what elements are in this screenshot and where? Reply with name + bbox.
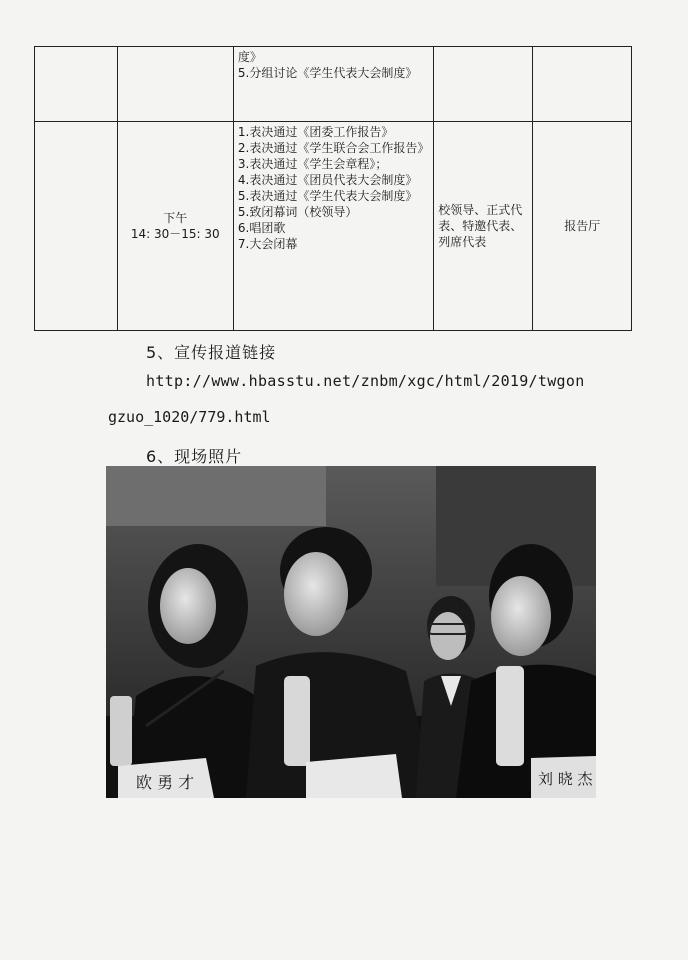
table-row bbox=[35, 122, 632, 331]
table-cell-venue bbox=[533, 47, 632, 122]
table-cell-time bbox=[117, 47, 233, 122]
table-cell-empty bbox=[35, 122, 118, 331]
table-cell-participants bbox=[434, 47, 533, 122]
nameplate-left: 欧 勇 才 bbox=[136, 773, 195, 792]
agenda-item: 3.表决通过《学生会章程》； bbox=[237, 157, 388, 171]
agenda-item: 5.表决通过《学生代表大会制度》 bbox=[237, 189, 418, 203]
agenda-item: 7.大会闭幕 bbox=[237, 237, 298, 251]
venue-text: 报告厅 bbox=[564, 219, 601, 233]
table-cell-participants bbox=[434, 122, 533, 331]
agenda-item: 4.表决通过《团员代表大会制度》 bbox=[237, 173, 418, 187]
event-photo bbox=[106, 466, 596, 798]
table-cell-agenda bbox=[233, 47, 433, 122]
time-range: 14: 30－15: 30 bbox=[130, 227, 220, 241]
nameplate-right: 刘 晓 杰 bbox=[538, 770, 593, 788]
participants-text: 校领导、正式代表、特邀代表、列席代表 bbox=[438, 203, 523, 249]
agenda-item: 2.表决通过《学生联合会工作报告》 bbox=[237, 141, 430, 155]
table-cell-time bbox=[117, 122, 233, 331]
agenda-item: 6.唱团歌 bbox=[237, 221, 286, 235]
agenda-item: 5.分组讨论《学生代表大会制度》 bbox=[237, 66, 418, 80]
agenda-item: 度》 bbox=[237, 50, 262, 64]
table-cell-empty bbox=[35, 47, 118, 122]
section-heading-publicity-link: 5、宣传报道链接 bbox=[146, 343, 277, 362]
agenda-table bbox=[34, 46, 632, 331]
agenda-item: 1.表决通过《团委工作报告》 bbox=[237, 125, 394, 139]
section-heading-photos: 6、现场照片 bbox=[146, 447, 243, 466]
time-label: 下午 bbox=[163, 211, 188, 225]
agenda-item: 5.致闭幕词（校领导） bbox=[237, 205, 358, 219]
table-row bbox=[35, 47, 632, 122]
publicity-url-line1[interactable]: http://www.hbasstu.net/znbm/xgc/html/2019/twgon bbox=[146, 372, 585, 390]
table-cell-agenda bbox=[233, 122, 433, 331]
publicity-url-line2[interactable]: gzuo_1020/779.html bbox=[108, 408, 271, 426]
table-cell-venue bbox=[533, 122, 632, 331]
